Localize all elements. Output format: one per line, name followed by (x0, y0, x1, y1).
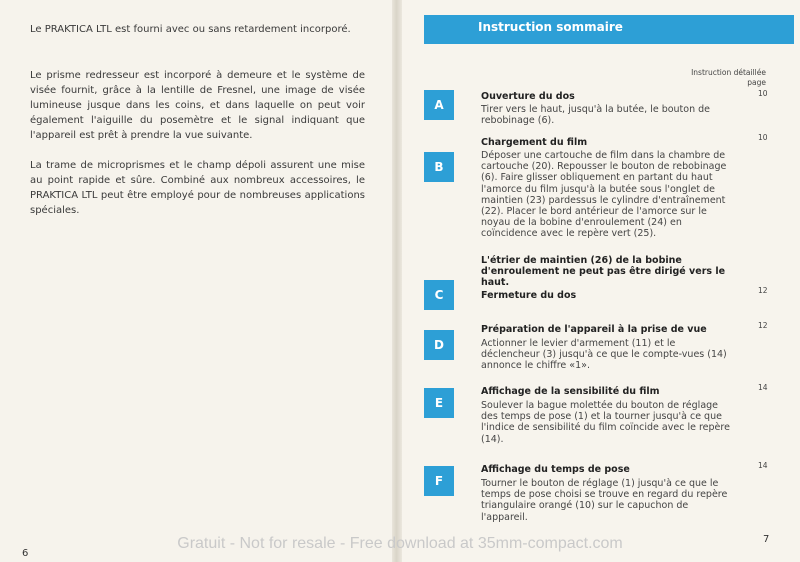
step-d-page-ref: 12 (758, 321, 768, 330)
step-f-body: Tourner le bouton de réglage (1) jusqu'à ce que le temps de pose choisi se trouve en regard du repère triangulaire orangé (10) sur le capuchon de l'appareil. (481, 478, 728, 523)
step-b-page-ref: 10 (758, 133, 768, 142)
step-e-body: Soulever la bague molettée du bouton de réglage des temps de pose (1) et la tourner jusqu'à ce que l'indice de sensibilité du film coïncide avec le repère (14). (481, 400, 730, 445)
page-title: Instruction sommaire (478, 20, 623, 34)
step-a-body: Tirer vers le haut, jusqu'à la butée, le bouton de rebobinage (6). (481, 104, 711, 127)
right-page-number: 7 (763, 534, 770, 545)
page-reference-header-line-2: page (747, 78, 766, 87)
intro-paragraph-2: Le prisme redresseur est incorporé à demeure et le système de visée fournit, grâce à la lentille de Fresnel, une image de visée lumineuse jusque dans les coins, et dans laquelle on peut voir également l'aiguille du posemètre et le signal indiquant que l'appareil est prêt à prendre la vue suivante. (30, 70, 365, 141)
page-reference-header-line-1: Instruction détaillée (691, 68, 766, 77)
step-b-note: L'étrier de maintien (26) de la bobine d'enroulement ne peut pas être dirigé vers le haut. (481, 255, 726, 289)
step-b-letter-badge: B (424, 152, 454, 182)
step-a-title: Ouverture du dos (481, 91, 575, 102)
step-c-title: Fermeture du dos (481, 290, 577, 301)
intro-paragraph-1: Le PRAKTICA LTL est fourni avec ou sans retardement incorporé. (30, 24, 351, 35)
left-page-number: 6 (22, 548, 29, 559)
step-d-title: Préparation de l'appareil à la prise de vue (481, 324, 707, 335)
step-f-letter-badge: F (424, 466, 454, 496)
page-reference-header (691, 68, 766, 88)
book-gutter (392, 0, 402, 562)
step-d-letter-badge: D (424, 330, 454, 360)
step-c-page-ref: 12 (758, 286, 768, 295)
left-page (0, 0, 396, 562)
step-e-page-ref: 14 (758, 383, 768, 392)
intro-paragraph-3: La trame de microprismes et le champ dépoli assurent une mise au point rapide et sûre. Combiné aux nombreux accessoires, le PRAKTICA LTL peut être employé pour de nombreuses applications spéciales. (30, 160, 365, 216)
step-a-page-ref: 10 (758, 89, 768, 98)
step-b-body: Déposer une cartouche de film dans la chambre de cartouche (20). Repousser le bouton de rebobinage (6). Faire glisser obliquement en partant du haut l'amorce du film jusqu'à la butée sous l'onglet de maintien (23) pardessus le cylindre d'entraînement (22). Placer le bord antérieur de l'amorce sur le noyau de la bobine d'enroulement (24) en coïncidence avec le repère vert (25). (481, 150, 727, 240)
watermark-footer: Gratuit - Not for resale - Free download at 35mm-compact.com (177, 535, 623, 552)
step-e-letter-badge: E (424, 388, 454, 418)
step-d-body: Actionner le levier d'armement (11) et le déclencheur (3) jusqu'à ce que le compte-vues (14) annonce le chiffre «1». (481, 338, 727, 372)
step-f-page-ref: 14 (758, 461, 768, 470)
step-c-letter-badge: C (424, 280, 454, 310)
step-f-title: Affichage du temps de pose (481, 464, 630, 475)
step-b-title: Chargement du film (481, 137, 588, 148)
step-a-letter-badge: A (424, 90, 454, 120)
step-e-title: Affichage de la sensibilité du film (481, 386, 660, 397)
